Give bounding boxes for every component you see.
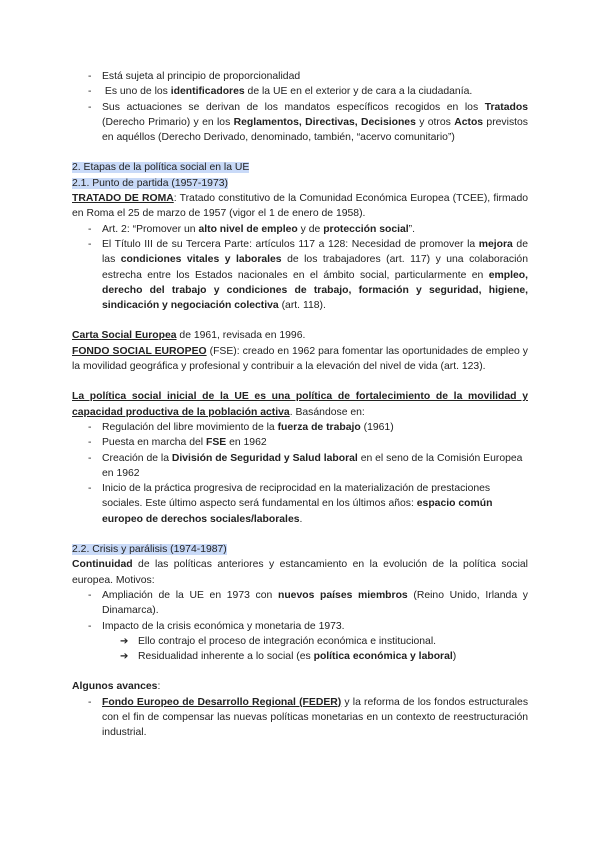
list-item: - Ampliación de la UE en 1973 con nuevos países miembros (Reino Unido, Irlanda y Dinamarca). — [72, 588, 528, 619]
bold-term: identificadores — [170, 86, 245, 98]
section-heading: 2. Etapas de la política social en la UE — [72, 162, 250, 174]
list-item: - Inicio de la práctica progresiva de reciprocidad en la materialización de prestaciones sociales. Este último aspecto será fundamental en los últimos años: espacio común europeo de derechos sociales/laborales. — [72, 481, 528, 527]
list-item: - Art. 2: “Promover un alto nivel de empleo y de protección social”. — [72, 222, 528, 237]
list-item: - Es uno de los identificadores de la UE en el exterior y de cara a la ciudadanía. — [72, 84, 528, 99]
list-item: - Impacto de la crisis económica y monetaria de 1973. — [72, 619, 528, 634]
intro-bullet-list — [72, 69, 528, 145]
fse-paragraph: FONDO SOCIAL EUROPEO (FSE): creado en 1962 para fomentar las oportunidades de empleo y la movilidad geográfica y profesional y contribuir a la elevación del nivel de vida (art. 123). — [72, 345, 528, 373]
list-item: - Regulación del libre movimiento de la fuerza de trabajo (1961) — [72, 420, 528, 435]
list-item — [72, 69, 528, 84]
subsection-heading: 2.1. Punto de partida (1957-1973) — [72, 177, 228, 189]
politica-inicial-paragraph: La política social inicial de la UE es una política de fortalecimiento de la movilidad y capacidad productiva de la población activa. Basándose en: — [72, 391, 528, 418]
motivos-arrow-list — [72, 634, 528, 665]
list-item: - Fondo Europeo de Desarrollo Regional (FEDER) y la reforma de los fondos estructurales con el fin de compensar las nuevas políticas monetarias en un contexto de reestructuración industrial. — [72, 695, 528, 741]
list-item: - Sus actuaciones se derivan de los mandatos específicos recogidos en los Tratados (Derecho Primario) y en los Reglamentos, Directivas, Decisiones y otros Actos previstos en aquéllos (Derecho Derivado, denominado, también, “acervo comunitario”) — [72, 100, 528, 146]
list-item: - Puesta en marcha del FSE en 1962 — [72, 435, 528, 450]
continuidad-paragraph: Continuidad de las políticas anteriores y estancamiento en la evolución de la política social europea. Motivos: — [72, 559, 528, 586]
list-item: - Creación de la División de Seguridad y Salud laboral en el seno de la Comisión Europea en 1962 — [72, 451, 528, 482]
subsection-heading: 2.2. Crisis y parálisis (1974-1987) — [72, 544, 227, 556]
avances-bullet-list — [72, 695, 528, 741]
carta-paragraph: Carta Social Europea de 1961, revisada en 1996. — [72, 330, 306, 342]
motivos-bullet-list — [72, 588, 528, 634]
bullet-text: Está sujeta al principio de proporcionalidad — [102, 71, 301, 82]
tratado-bullet-list — [72, 222, 528, 314]
tratado-paragraph: TRATADO DE ROMA: Tratado constitutivo de la Comunidad Económica Europea (TCEE), firmado en Roma el 25 de marzo de 1957 (vigor el 1 de enero de 1958). — [72, 193, 529, 220]
arrow-list-item: ➔ Residualidad inherente a lo social (es política económica y laboral) — [72, 649, 528, 664]
avances-heading: Algunos avances: — [72, 681, 161, 693]
inicial-bullet-list — [72, 420, 528, 527]
arrow-list-item: ➔ Ello contrajo el proceso de integración económica e institucional. — [72, 634, 528, 649]
document-page — [72, 69, 528, 741]
list-item: - El Título III de su Tercera Parte: artículos 117 a 128: Necesidad de promover la mejora de las condiciones vitales y laborales de los trabajadores (art. 117) y una colaboración estrecha entre los Estados nacionales en el ámbito social, particularmente en empleo, derecho del trabajo y condiciones de trabajo, formación y seguridad, higiene, sindicación y negociación colectiva (art. 118). — [72, 237, 528, 313]
